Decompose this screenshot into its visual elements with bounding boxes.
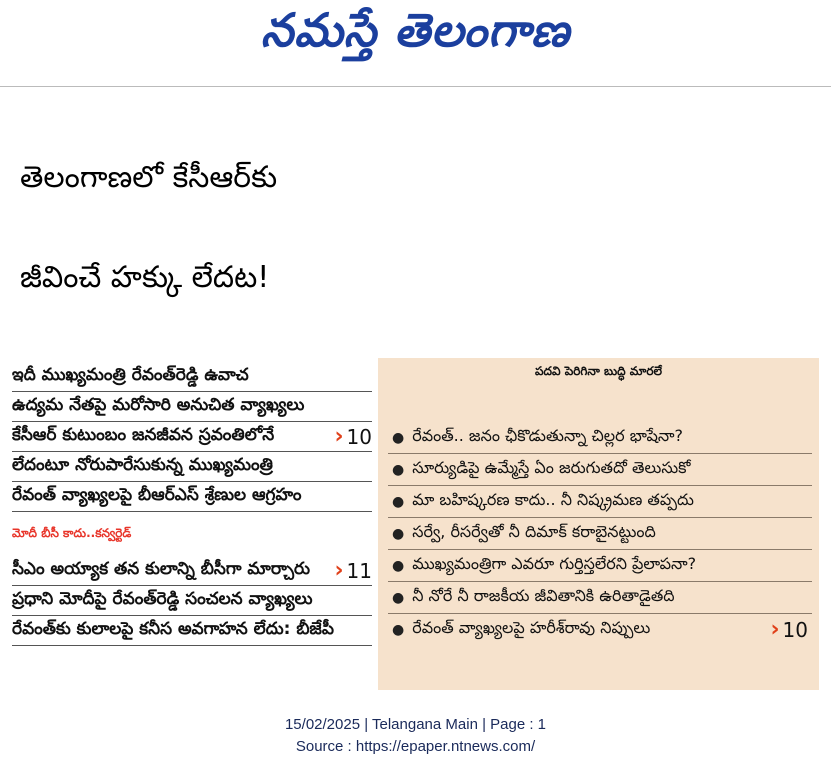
subhead-row [12, 392, 372, 422]
subhead-text: కేసీఆర్ కుటుంబం జనజీవన స్రవంతిలోనే [12, 424, 275, 445]
page-number: 11 [346, 558, 372, 583]
masthead [0, 0, 831, 72]
chevron-right-icon: › [334, 557, 344, 583]
masthead-title: నమస్తే తెలంగాణ [260, 3, 571, 57]
secondary-headline: మోదీ బీసీ కాదు..కన్వర్టెడ్ [12, 525, 132, 540]
list-item-text: సూర్యుడిపై ఉమ్మేస్తే ఏం జరుగుతదో తెలుసుకో [412, 458, 691, 477]
headline-line-1: తెలంగాణలో కేసీఆర్‌కు [20, 160, 278, 195]
subhead-row [12, 452, 372, 482]
page-reference-link[interactable] [334, 425, 372, 449]
headline-line-2: జీవించే హక్కు లేదట! [20, 260, 270, 295]
list-item [388, 581, 812, 613]
page-reference-link[interactable] [334, 559, 372, 583]
bullet-icon: ● [392, 621, 405, 638]
footer-source-line: Source : https://epaper.ntnews.com/ [295, 738, 536, 755]
masthead-divider [0, 86, 831, 87]
subhead-row [12, 586, 372, 616]
list-item [388, 422, 812, 453]
subhead-text: లేదంటూ నోరుపారేసుకున్న ముఖ్యమంత్రి [12, 454, 273, 475]
page-number: 10 [346, 424, 372, 449]
list-item [388, 517, 812, 549]
source-footer [0, 714, 831, 758]
main-headline [20, 128, 820, 328]
bullet-icon: ● [392, 461, 405, 478]
subhead-text: రేవంత్ వ్యాఖ్యలపై బీఆర్ఎస్ శ్రేణుల ఆగ్రహం [12, 484, 302, 505]
subhead-text: ప్రధాని మోదీపై రేవంత్‌రెడ్డి సంచలన వ్యాఖ్యలు [12, 588, 313, 609]
box-title: పదవి పెరిగినా బుద్ధి మారలే [535, 364, 662, 378]
subhead-text: ఉద్యమ నేతపై మరోసారి అనుచిత వ్యాఖ్యలు [12, 394, 305, 415]
bullet-icon: ● [392, 429, 405, 446]
list-item [388, 485, 812, 517]
list-item-text: రేవంత్ వ్యాఖ్యలపై హరీశ్‌రావు నిప్పులు [412, 618, 651, 637]
subhead-row [12, 362, 372, 392]
list-item-text: రేవంత్.. జనం ఛీకొడుతున్నా చిల్లర భాషేనా? [412, 426, 683, 445]
list-item-text: నీ నోరే నీ రాజకీయ జీవితానికి ఉరితాడైతది [412, 586, 675, 605]
chevron-right-icon: › [334, 423, 344, 449]
list-item-text: సర్వే, రీసర్వేతో నీ దిమాక్ కరాబైనట్టుంది [412, 522, 656, 541]
page-reference-link[interactable] [770, 618, 808, 642]
sidebar-story-box [378, 358, 819, 690]
list-item-text: మా బహిష్కరణ కాదు.. నీ నిష్క్రమణ తప్పదు [412, 490, 694, 509]
subhead-row [12, 482, 372, 512]
subhead-text: సీఎం అయ్యాక తన కులాన్ని బీసీగా మార్చారు [12, 558, 311, 579]
bullet-icon: ● [392, 493, 405, 510]
page-number: 10 [782, 617, 808, 642]
list-item [388, 453, 812, 485]
bullet-icon: ● [392, 589, 405, 606]
bullet-icon: ● [392, 557, 405, 574]
bullet-icon: ● [392, 525, 405, 542]
footer-date-line: 15/02/2025 | Telangana Main | Page : 1 [284, 716, 547, 733]
subhead-text: ఇదీ ముఖ్యమంత్రి రేవంత్‌రెడ్డి ఉవాచ [12, 364, 249, 385]
subhead-text: రేవంత్‌కు కులాలపై కనీస అవగాహన లేదు: బీజేపీ [12, 618, 334, 639]
list-item [388, 549, 812, 581]
subhead-row [12, 422, 372, 452]
subhead-row [12, 556, 372, 586]
box-bullet-list [388, 422, 812, 645]
chevron-right-icon: › [770, 616, 780, 642]
list-item-text: ముఖ్యమంత్రిగా ఎవరూ గుర్తిస్తలేరని ప్రేలాపనా? [412, 554, 697, 573]
list-item [388, 613, 812, 645]
subhead-row [12, 616, 372, 646]
left-story-column [12, 362, 372, 646]
